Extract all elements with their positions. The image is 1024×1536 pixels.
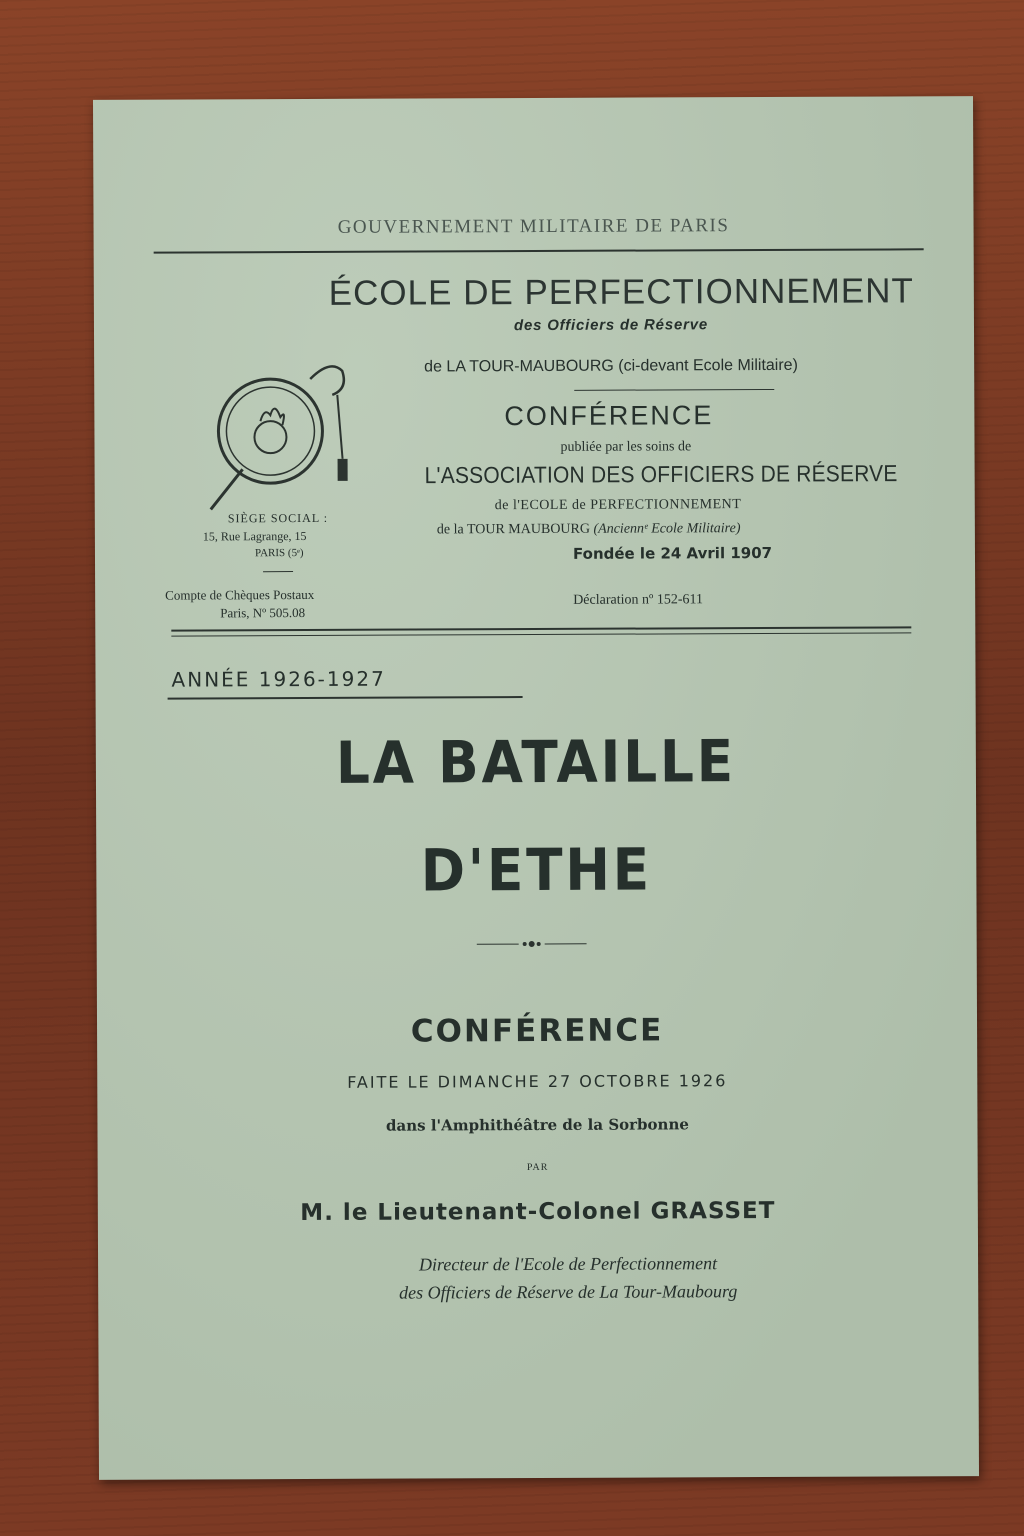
header-rule-bottom-thin	[171, 632, 911, 636]
association-line-2-prefix: de la TOUR MAUBOURG	[436, 521, 591, 538]
seat-city: PARIS (5ᵉ)	[254, 547, 304, 560]
header-rule-top	[154, 248, 924, 253]
seat-address: 15, Rue Lagrange, 15	[202, 528, 307, 544]
speaker-role-line-2: des Officiers de Réserve de La Tour-Maubourg	[399, 1281, 738, 1303]
founded-date: Fondée le 24 Avril 1907	[572, 543, 773, 563]
conference-date: FAITE LE DIMANCHE 27 OCTOBRE 1926	[347, 1071, 728, 1092]
conference-heading: CONFÉRENCE	[504, 400, 714, 432]
booklet-cover	[93, 96, 979, 1480]
school-title: ÉCOLE DE PERFECTIONNEMENT	[328, 271, 914, 313]
conference-title: CONFÉRENCE	[410, 1012, 664, 1050]
academic-year: ANNÉE 1926-1927	[171, 666, 386, 692]
title-line-2: D'ETHE	[420, 835, 653, 905]
conference-venue: dans l'Amphithéâtre de la Sorbonne	[385, 1115, 689, 1135]
postal-account-number: Paris, Nº 505.08	[220, 605, 306, 621]
published-by: publiée par les soins de	[560, 439, 692, 455]
year-underline	[168, 696, 523, 700]
title-line-1: LA BATAILLE	[335, 727, 736, 797]
association-line-1: de l'ECOLE de PERFECTIONNEMENT	[494, 497, 742, 514]
association-line-2	[437, 521, 741, 538]
grenade-shield-emblem-icon	[202, 349, 363, 520]
by-label: PAR	[526, 1161, 549, 1174]
association-name: L'ASSOCIATION DES OFFICIERS DE RÉSERVE	[424, 461, 898, 489]
postal-account-label: Compte de Chèques Postaux	[165, 586, 315, 603]
speaker-name: M. le Lieutenant-Colonel GRASSET	[300, 1197, 776, 1227]
header-rule-bottom	[171, 626, 911, 631]
declaration-number: Déclaration nº 152-611	[573, 592, 703, 608]
government-header: GOUVERNEMENT MILITAIRE DE PARIS	[337, 215, 730, 238]
school-location: de LA TOUR-MAUBOURG (ci-devant Ecole Militaire)	[424, 356, 798, 376]
speaker-role-line-1: Directeur de l'Ecole de Perfectionnement	[418, 1253, 718, 1275]
association-line-2-italic: (Anciennᵉ Ecole Militaire)	[593, 521, 741, 537]
divider-ornament-icon	[477, 938, 587, 950]
school-subtitle: des Officiers de Réserve	[513, 316, 709, 335]
conference-rule	[574, 389, 774, 391]
seat-label: SIÈGE SOCIAL :	[227, 510, 329, 526]
seat-rule	[263, 571, 293, 572]
